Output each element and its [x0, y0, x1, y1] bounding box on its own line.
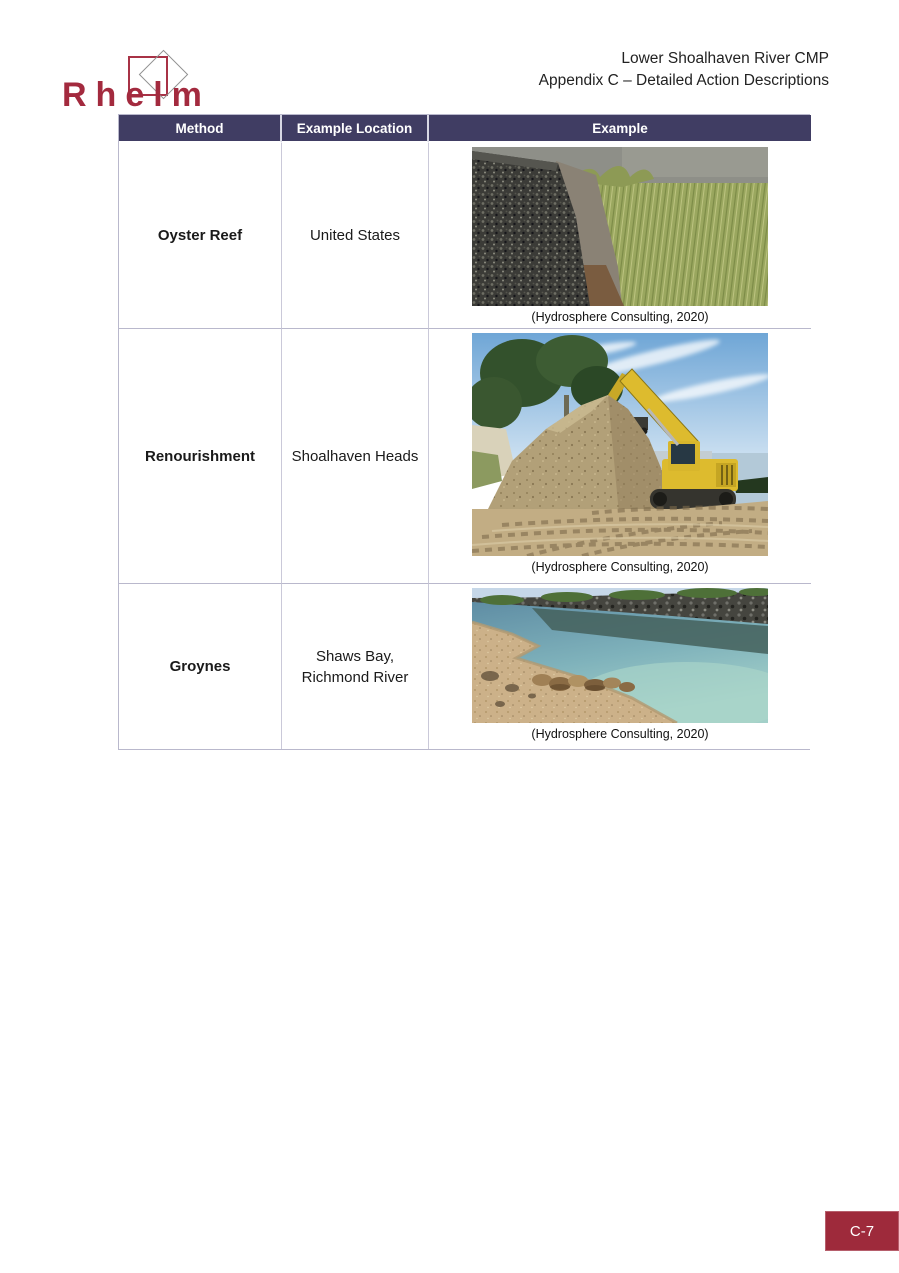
- document-header: [539, 48, 829, 92]
- example-cell-oyster-reef: [429, 143, 811, 329]
- method-cell-renourishment: Renourishment: [119, 329, 282, 584]
- document-title: Lower Shoalhaven River CMP: [621, 50, 829, 67]
- oyster-reef-photo: [472, 147, 768, 306]
- photo-caption: (Hydrosphere Consulting, 2020): [531, 310, 709, 324]
- page-number: C-7: [849, 1222, 875, 1240]
- method-cell-oyster-reef: Oyster Reef: [119, 143, 282, 329]
- example-cell-renourishment: [429, 329, 811, 584]
- column-header-example: Example: [429, 115, 811, 143]
- column-header-method: Method: [119, 115, 282, 143]
- example-cell-groynes: [429, 584, 811, 749]
- photo-caption: (Hydrosphere Consulting, 2020): [531, 727, 709, 741]
- location-line: Richmond River: [301, 668, 409, 686]
- page-number-badge: [825, 1211, 899, 1251]
- document-subtitle: Appendix C – Detailed Action Descriptions: [538, 72, 829, 89]
- location-line: United States: [309, 227, 401, 244]
- location-cell-oyster-reef: [282, 143, 429, 329]
- location-line: Shoalhaven Heads: [291, 447, 419, 465]
- location-cell-groynes: [282, 584, 429, 749]
- methods-table: [118, 114, 810, 750]
- location-cell-renourishment: [282, 329, 429, 584]
- photo-caption: (Hydrosphere Consulting, 2020): [531, 560, 709, 574]
- column-header-example-location: Example Location: [282, 115, 429, 143]
- method-cell-groynes: Groynes: [119, 584, 282, 749]
- renourishment-photo: [472, 333, 768, 556]
- logo-wordmark: Rhelm: [62, 76, 211, 114]
- location-line: Shaws Bay,: [315, 647, 395, 665]
- rhelm-logo: [62, 40, 252, 116]
- groynes-photo: [472, 588, 768, 723]
